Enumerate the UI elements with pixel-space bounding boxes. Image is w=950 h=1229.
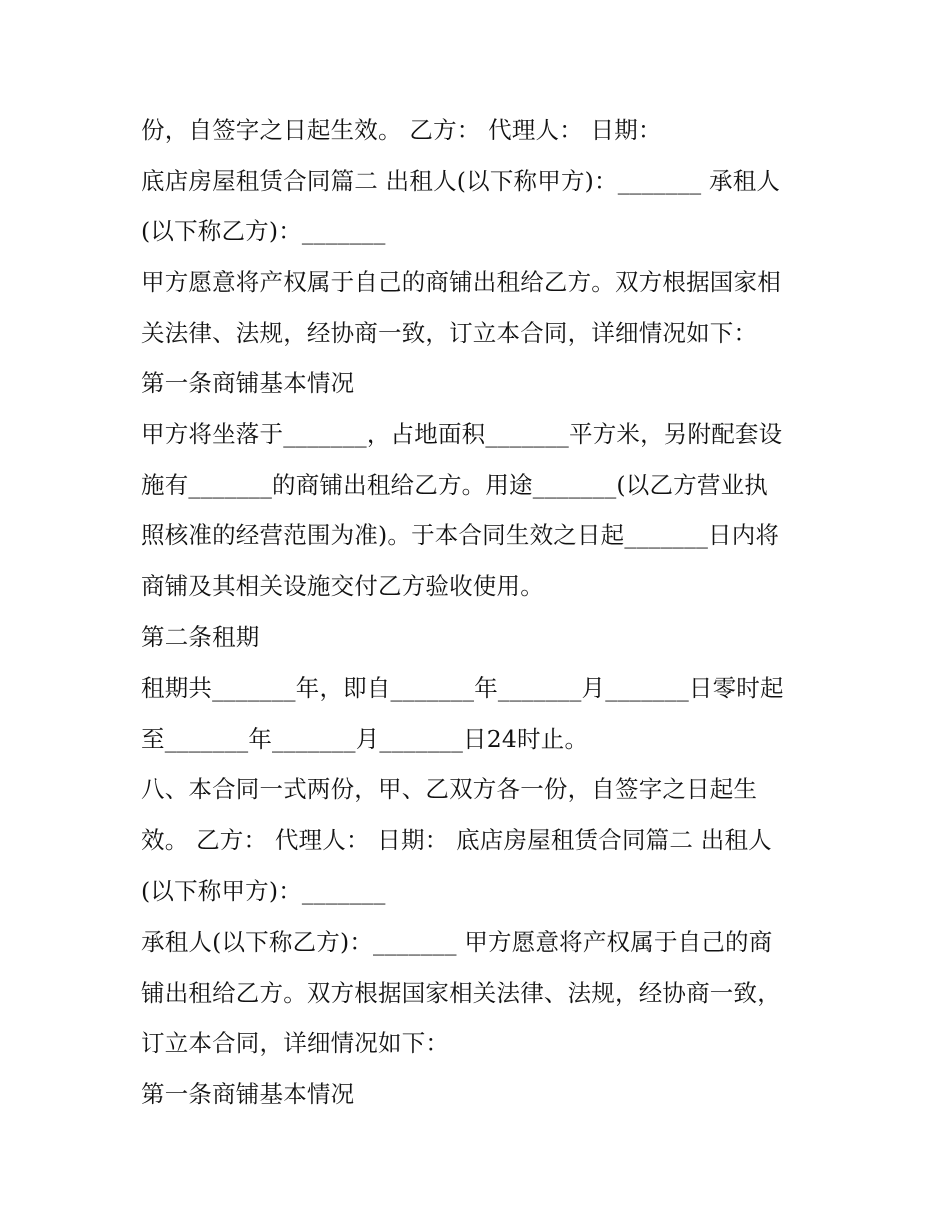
text-line: 铺出租给乙方。双方根据国家相关法律、法规，经协商一致， <box>141 979 781 1007</box>
text-line: 效。 乙方： 代理人： 日期： 底店房屋租赁合同篇二 出租人 <box>141 826 772 854</box>
text-line: (以下称乙方)：_______ <box>141 217 386 245</box>
text-line: 承租人(以下称乙方)：_______ 甲方愿意将产权属于自己的商 <box>141 928 773 956</box>
text-line: 关法律、法规，经协商一致，订立本合同，详细情况如下： <box>141 319 758 347</box>
text-line: 租期共_______年，即自_______年_______月_______日零时起 <box>141 674 784 702</box>
text-line: 甲方将坐落于_______，占地面积_______平方米，另附配套设 <box>141 420 783 448</box>
text-line: (以下称甲方)：_______ <box>141 877 386 905</box>
section-heading: 第二条租期 <box>141 623 260 651</box>
section-heading: 第一条商铺基本情况 <box>141 1080 355 1108</box>
text-line: 施有_______的商铺出租给乙方。用途_______(以乙方营业执 <box>141 471 768 499</box>
text-line: 份，自签字之日起生效。 乙方： 代理人： 日期： <box>141 116 662 144</box>
text-line: 商铺及其相关设施交付乙方验收使用。 <box>141 572 544 600</box>
text-line: 照核准的经营范围为准)。于本合同生效之日起_______日内将 <box>141 521 780 549</box>
text-line: 订立本合同，详细情况如下： <box>141 1029 450 1057</box>
text-line: 甲方愿意将产权属于自己的商铺出租给乙方。双方根据国家相 <box>141 268 781 296</box>
text-line: 底店房屋租赁合同篇二 出租人(以下称甲方)：_______ 承租人 <box>141 167 781 195</box>
text-line: 八、本合同一式两份，甲、乙双方各一份，自签字之日起生 <box>141 775 758 803</box>
section-heading: 第一条商铺基本情况 <box>141 369 355 397</box>
text-line: 至_______年_______月_______日24时止。 <box>141 725 589 753</box>
